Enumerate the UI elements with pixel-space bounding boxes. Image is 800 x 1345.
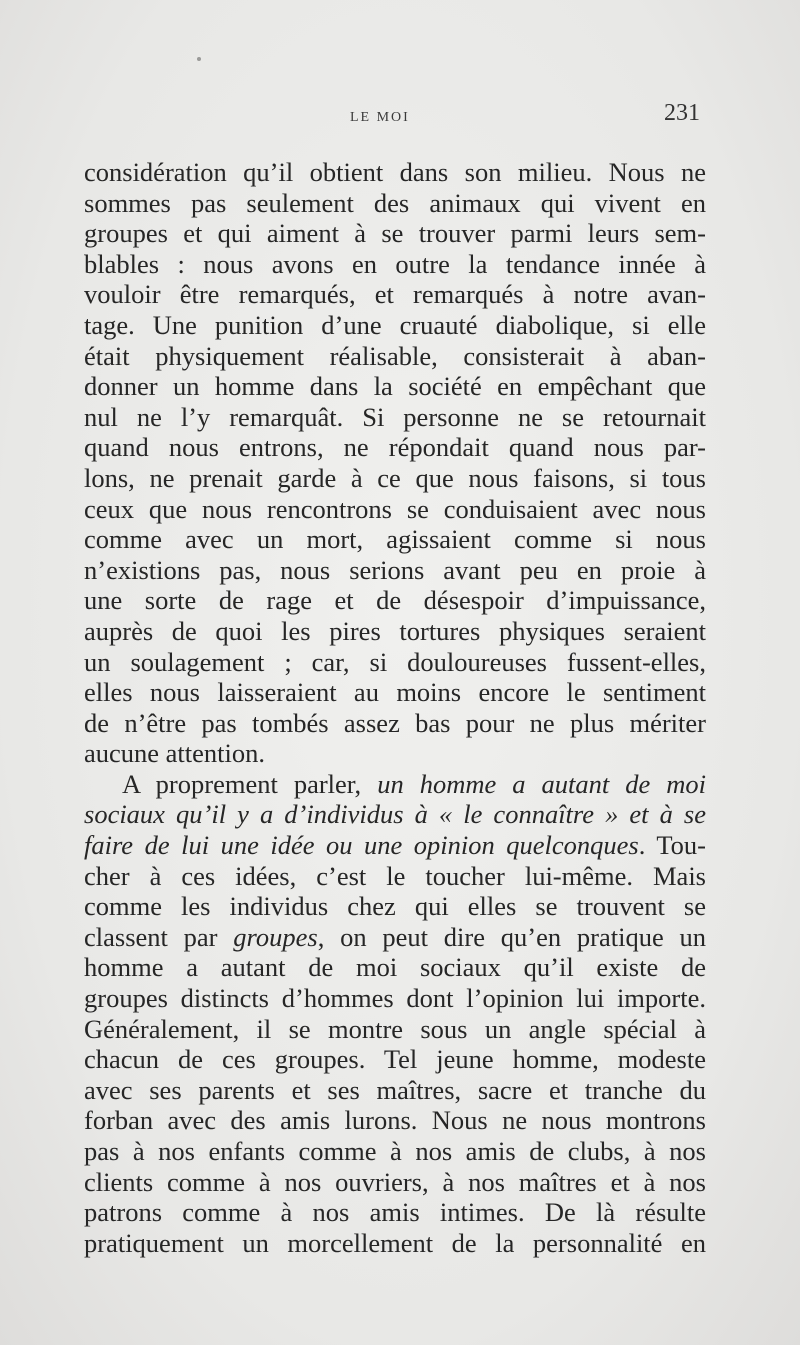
text-line: blables : nous avons en outre la tendance innée à <box>84 248 706 279</box>
text-line: forban avec des amis lurons. Nous ne nous montrons <box>84 1105 706 1136</box>
paper-speck <box>197 57 201 61</box>
text-line: elles nous laisseraient au moins encore le sentiment <box>84 677 706 708</box>
italic-text: faire de lui une idée ou une opinion quelconques <box>84 830 639 861</box>
text-line <box>84 922 706 953</box>
text-line: pas à nos enfants comme à nos amis de clubs, à nos <box>84 1136 706 1166</box>
text-line: de n’être pas tombés assez bas pour ne plus mériter <box>84 707 706 738</box>
text-line: cher à ces idées, c’est le toucher lui-même. Mais <box>84 860 706 891</box>
text-line: sommes pas seulement des animaux qui vivent en <box>84 187 706 218</box>
text-line: n’existions pas, nous serions avant peu en proie à <box>84 554 706 585</box>
text-line: vouloir être remarqués, et remarqués à notre avan- <box>84 279 706 310</box>
italic-text: sociaux qu’il y a d’individus à « le connaître » et à se <box>84 799 706 830</box>
text-run: A proprement parler, <box>122 768 378 799</box>
italic-text: un homme a autant de moi <box>377 768 706 799</box>
text-line: était physiquement réalisable, consisterait à aban- <box>84 340 706 371</box>
text-run: , on peut dire qu’en pratique un <box>317 921 706 952</box>
text-line: donner un homme dans la société en empêchant que <box>84 371 706 402</box>
text-line: Généralement, il se montre sous un angle spécial à <box>84 1013 706 1044</box>
text-line: une sorte de rage et de désespoir d’impuissance, <box>84 585 706 616</box>
text-line: groupes et qui aiment à se trouver parmi leurs sem- <box>84 218 706 249</box>
text-line <box>84 769 706 800</box>
text-line: tage. Une punition d’une cruauté diabolique, si elle <box>84 309 706 340</box>
paragraph-1 <box>84 157 706 769</box>
text-line: clients comme à nos ouvriers, à nos maîtres et à nos <box>84 1166 706 1197</box>
text-line: patrons comme à nos amis intimes. De là résulte <box>84 1197 706 1228</box>
text-run: . Tou- <box>638 830 706 861</box>
text-line: lons, ne prenait garde à ce que nous faisons, si tous <box>84 462 706 493</box>
text-line: chacun de ces groupes. Tel jeune homme, modeste <box>84 1044 706 1075</box>
text-line <box>84 830 706 861</box>
text-line: pratiquement un morcellement de la personnalité en <box>84 1227 706 1258</box>
text-line: un soulagement ; car, si douloureuses fussent-elles, <box>84 646 706 677</box>
running-title: LE MOI <box>350 110 410 125</box>
text-line: avec ses parents et ses maîtres, sacre et tranche du <box>84 1074 706 1105</box>
paragraph-2 <box>84 769 706 1259</box>
text-line: groupes distincts d’hommes dont l’opinion lui importe. <box>84 983 706 1014</box>
text-line: homme a autant de moi sociaux qu’il existe de <box>84 952 706 983</box>
text-run: classent par <box>84 921 234 952</box>
text-line: comme les individus chez qui elles se trouvent se <box>84 891 706 922</box>
italic-text: groupes <box>233 921 318 952</box>
text-line: aucune attention. <box>84 738 266 769</box>
text-line: auprès de quoi les pires tortures physiques seraient <box>84 615 706 646</box>
text-line: nul ne l’y remarquât. Si personne ne se retournait <box>84 401 706 432</box>
page-header <box>80 96 700 132</box>
page-number: 231 <box>664 100 700 126</box>
text-line: comme avec un mort, agissaient comme si nous <box>84 524 706 555</box>
text-line: quand nous entrons, ne répondait quand nous par- <box>84 432 706 463</box>
text-line: considération qu’il obtient dans son milieu. Nous ne <box>84 157 706 187</box>
text-line: ceux que nous rencontrons se conduisaient avec nous <box>84 493 706 524</box>
body-text <box>84 157 706 1258</box>
